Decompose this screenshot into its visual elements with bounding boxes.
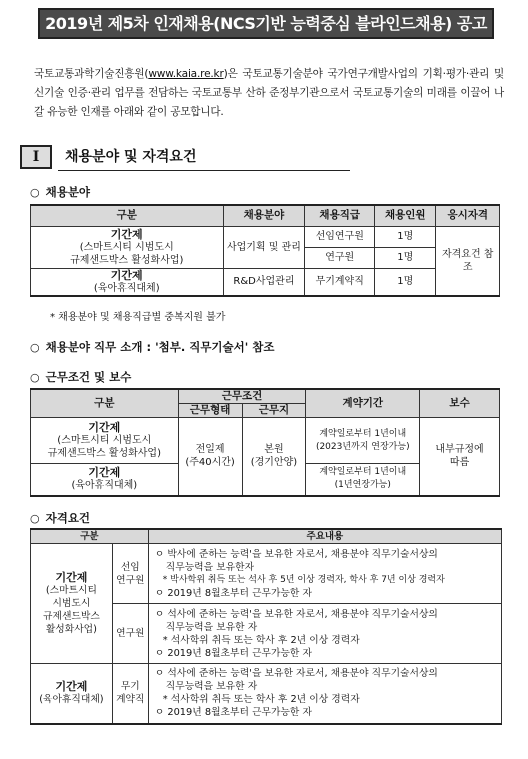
th-qual-content: 주요내용: [148, 529, 501, 544]
work-pay: [420, 418, 500, 496]
subheading-duty: [30, 339, 275, 355]
page-title: 2019년 제5차 인재채용(NCS기반 능력중심 블라인드채용) 공고: [38, 8, 494, 39]
work-period-1: [306, 418, 420, 464]
qual-rank-b: 연구원: [112, 604, 148, 664]
th-qual-type: 구분: [31, 529, 149, 544]
qual-line: 직무능력을 보유한 자: [165, 621, 258, 633]
duplicate-note: * 채용분야 및 채용직급별 중복지원 불가: [50, 312, 226, 323]
pay-text: 내부규정에: [435, 444, 484, 456]
th-work-form: 근무형태: [178, 404, 242, 418]
work-place: [242, 418, 306, 496]
qual-rank-c: [112, 664, 148, 724]
work-period-2: [306, 464, 420, 496]
subheading-qual-text: 자격요건: [45, 511, 91, 525]
section-number: Ⅰ: [20, 145, 52, 169]
section-header: [20, 145, 350, 171]
th-work-place: 근무지: [242, 404, 306, 418]
cell-count-2: 1명: [375, 268, 436, 296]
qual-line: 직무능력을 보유한 자: [165, 681, 258, 693]
subheading-field: [30, 184, 90, 200]
work-type-2: [31, 464, 179, 496]
type-desc: (육아휴직대체): [39, 694, 104, 706]
form-text: (주40시간): [185, 457, 235, 469]
type-desc: 규제샌드박스: [43, 611, 100, 622]
bullet-circle-icon: ○: [30, 341, 40, 354]
th-work-pay: 보수: [420, 389, 500, 418]
type-desc: (스마트시티 시범도시: [57, 435, 152, 446]
qual-line: ㅇ 박사에 준하는 능력'을 보유한 자로서, 채용분야 직무기술서상의: [154, 548, 438, 560]
form-text: 전일제: [195, 444, 225, 456]
qual-line: ㅇ 2019년 8월초부터 근무가능한 자: [154, 707, 312, 719]
qual-line: ㅇ 석사에 준하는 능력'을 보유한 자로서, 채용분야 직무기술서상의: [154, 668, 438, 680]
intro-url-link[interactable]: www.kaia.re.kr: [148, 68, 224, 80]
cell-field-2: R&D사업관리: [223, 268, 305, 296]
th-work-period: 계약기간: [306, 389, 420, 418]
subheading-field-text: 채용분야: [45, 185, 91, 199]
section-title: 채용분야 및 자격요건: [65, 149, 197, 165]
qual-note: * 박사학위 취득 또는 석사 후 5년 이상 경력자, 학사 후 7년 이상 경력자: [162, 574, 445, 585]
rank-text: 계약직: [116, 694, 145, 706]
qual-content-a: [148, 544, 501, 604]
period-text: (2023년까지 연장가능): [315, 441, 410, 452]
period-text: 계약일로부터 1년이내: [319, 428, 407, 439]
th-work-cond: 근무조건: [178, 389, 306, 404]
th-qual: 응시자격: [436, 205, 500, 226]
field-table: [30, 204, 500, 297]
qual-note: * 석사학위 취득 또는 학사 후 2년 이상 경력자: [162, 694, 360, 706]
bullet-circle-icon: ○: [30, 512, 40, 525]
type-label: 기간제: [110, 268, 143, 282]
period-text: (1년연장가능): [334, 480, 391, 491]
type-label: 기간제: [55, 571, 88, 584]
qual-type-1: [31, 544, 113, 664]
cell-rank-1a: 선임연구원: [305, 226, 375, 247]
cell-rank-1b: 연구원: [305, 247, 375, 268]
rank-text: 선임: [120, 561, 140, 573]
th-rank: 채용직급: [305, 205, 375, 226]
work-table: [30, 388, 500, 497]
type-desc: 활성화사업): [45, 624, 97, 635]
th-count: 채용인원: [375, 205, 436, 226]
period-text: 계약일로부터 1년이내: [319, 467, 407, 478]
th-work-type: 구분: [31, 389, 179, 418]
qual-rank-a: [112, 544, 148, 604]
type-desc: 시범도시: [52, 598, 91, 609]
cell-rank-2: 무기계약직: [305, 268, 375, 296]
qual-content-b: [148, 604, 501, 664]
rank-text: 무기: [120, 681, 140, 693]
subheading-work: [30, 369, 131, 385]
qual-note: * 석사학위 취득 또는 학사 후 2년 이상 경력자: [162, 634, 360, 646]
th-field: 채용분야: [223, 205, 305, 226]
subheading-work-text: 근무조건 및 보수: [45, 370, 132, 384]
intro-rest: )은 국토교통기술분야 국가연구개발사업의 기획·평가·관리 및 신기술 인증·관리 업무를 전담하는 국토교통부 산하 준정부기관으로서 국토교통기술의 미래를 이끌어 나갈 유능한 인재를 아래와 같이 공모합니다.: [34, 68, 504, 118]
place-text: (경기안양): [250, 457, 298, 469]
cell-count-1b: 1명: [375, 247, 436, 268]
type-label: 기간제: [110, 227, 143, 241]
place-text: 본원: [264, 444, 284, 456]
type-desc: (스마트시티 시범도시: [79, 241, 174, 253]
th-type: 구분: [31, 205, 224, 226]
qual-type-2: [31, 664, 113, 724]
type-desc: (육아휴직대체): [93, 282, 160, 294]
work-type-1: [31, 418, 179, 464]
subheading-qual: [30, 510, 90, 526]
qual-line: ㅇ 2019년 8월초부터 근무가능한 자: [154, 587, 312, 599]
type-desc: 규제샌드박스 활성화사업): [70, 254, 184, 266]
rank-text: 연구원: [116, 574, 145, 586]
section-underline: [58, 170, 350, 171]
type-desc: 규제샌드박스 활성화사업): [47, 448, 161, 459]
pay-text: 따름: [449, 457, 470, 469]
type-label: 기간제: [88, 466, 121, 480]
type-label: 기간제: [88, 421, 121, 434]
qual-line: ㅇ 석사에 준하는 능력'을 보유한 자로서, 채용분야 직무기술서상의: [154, 608, 438, 620]
cell-count-1a: 1명: [375, 226, 436, 247]
subheading-duty-text: 채용분야 직무 소개 : '첨부. 직무기술서' 참조: [45, 340, 275, 354]
cell-type-1: [31, 226, 224, 268]
type-desc: (육아휴직대체): [71, 480, 138, 492]
intro-org: 국토교통과학기술진흥원(: [34, 68, 149, 80]
intro-paragraph: [34, 65, 504, 122]
bullet-circle-icon: ○: [30, 186, 40, 199]
qual-line: ㅇ 2019년 8월초부터 근무가능한 자: [154, 647, 312, 659]
qual-table: [30, 528, 502, 725]
qual-line: 직무능력을 보유한자: [165, 561, 255, 573]
work-form: [178, 418, 242, 496]
type-desc: (스마트시티: [45, 585, 97, 596]
cell-type-2: [31, 268, 224, 296]
type-label: 기간제: [55, 680, 88, 694]
qual-content-c: [148, 664, 501, 724]
cell-field-1: 사업기획 및 관리: [223, 226, 305, 268]
bullet-circle-icon: ○: [30, 371, 40, 384]
cell-qual: 자격요건 참조: [436, 226, 500, 296]
